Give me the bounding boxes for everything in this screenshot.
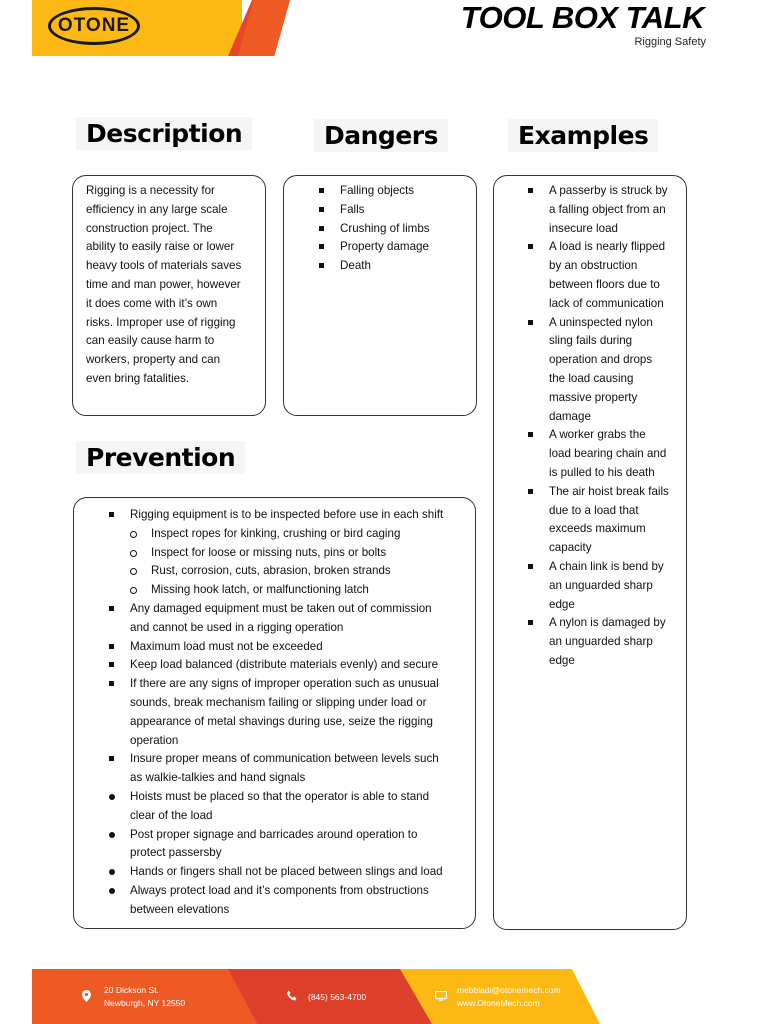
text-line: Rigging is a necessity for — [86, 184, 215, 197]
example-item — [528, 614, 680, 670]
text-line: capacity — [549, 541, 592, 555]
prevention-item — [109, 638, 467, 657]
prevention-item — [109, 675, 467, 750]
text-line: A load is nearly flipped — [549, 240, 666, 254]
examples-heading: Examples — [508, 119, 658, 152]
text-line: sling fails during — [549, 334, 633, 348]
dangers-box — [283, 175, 477, 416]
inspection-subitem: Rust, corrosion, cuts, abrasion, broken strands — [109, 562, 467, 581]
text-line: clear of the load — [130, 808, 213, 822]
document-subtitle: Rigging Safety — [634, 36, 706, 48]
prevention-heading: Prevention — [76, 441, 245, 474]
text-line: workers, property and can — [86, 353, 221, 367]
text-line: the load causing — [549, 371, 634, 385]
examples-list — [494, 176, 686, 671]
text-line: lack of communication — [549, 296, 664, 310]
example-item — [528, 483, 680, 558]
text-line: time and man power, however — [86, 277, 241, 291]
text-line: construction project. The — [86, 221, 213, 235]
address-line-1: 20 Dickson St. — [104, 985, 159, 995]
text-line: Maximum load must not be exceeded — [130, 639, 323, 653]
text-line: an unguarded sharp — [549, 635, 653, 649]
text-line: between floors due to — [549, 277, 660, 291]
text-line: appearance of metal shavings during use, seize the rigging — [130, 714, 433, 728]
text-line: Any damaged equipment must be taken out of commission — [130, 601, 432, 615]
inspection-subitem: Missing hook latch, or malfunctioning latch — [109, 581, 467, 600]
example-item — [528, 426, 680, 482]
danger-item: Falling objects — [319, 182, 468, 201]
text-line: a falling object from an — [549, 202, 666, 216]
text-line: protect passersby — [130, 846, 222, 860]
danger-item: Crushing of limbs — [319, 220, 468, 239]
description-heading: Description — [76, 117, 252, 150]
text-line: operation — [130, 733, 179, 747]
text-line: as walkie-talkies and hand signals — [130, 771, 306, 785]
text-line: Always protect load and it’s components from obstructions — [130, 883, 429, 897]
text-line: massive property — [549, 390, 638, 404]
dangers-list — [284, 176, 476, 276]
text-line: Hands or fingers shall not be placed between slings and load — [130, 865, 443, 879]
text-line: ability to easily raise or lower — [86, 240, 235, 254]
text-line: Rigging equipment is to be inspected before use in each shift — [130, 508, 444, 521]
otone-logo — [48, 7, 140, 45]
text-line: is pulled to his death — [549, 465, 655, 479]
description-box — [72, 175, 266, 416]
examples-box — [493, 175, 687, 930]
footer-address — [104, 984, 185, 1010]
text-line: A uninspected nylon — [549, 315, 653, 329]
prevention-item — [109, 600, 467, 638]
text-line: risks. Improper use of rigging — [86, 315, 236, 329]
text-line: operation and drops — [549, 353, 653, 367]
danger-item: Property damage — [319, 238, 468, 257]
text-line: edge — [549, 653, 575, 667]
footer-email[interactable]: mebbladi@otonemech.com — [457, 985, 561, 995]
dangers-heading: Dangers — [314, 119, 448, 152]
text-line: Insure proper means of communication between levels such — [130, 752, 439, 766]
text-line: A nylon is damaged by — [549, 616, 666, 630]
text-line: A worker grabs the — [549, 428, 646, 442]
text-line: If there are any signs of improper operation such as unusual — [130, 677, 439, 691]
prevention-item — [109, 826, 467, 864]
address-line-2: Newburgh, NY 12550 — [104, 998, 186, 1008]
text-line: an unguarded sharp — [549, 578, 653, 592]
text-line: between elevations — [130, 902, 230, 916]
prevention-item — [109, 506, 467, 600]
footer-phone: (845) 563-4700 — [308, 992, 367, 1002]
text-line: it does come with it’s own — [86, 296, 218, 310]
inspection-subitem: Inspect for loose or missing nuts, pins or bolts — [109, 544, 467, 563]
prevention-item — [109, 863, 467, 882]
inspection-sublist — [109, 525, 467, 600]
footer-website[interactable]: www.OtoneMech.com — [457, 998, 540, 1008]
text-line: A chain link is bend by — [549, 559, 664, 573]
prevention-item — [109, 882, 467, 920]
prevention-box — [73, 497, 476, 929]
description-text — [73, 176, 265, 389]
text-line: exceeds maximum — [549, 522, 646, 536]
prevention-item — [109, 788, 467, 826]
monitor-icon — [435, 991, 447, 1005]
text-line: A passerby is struck by — [549, 184, 668, 197]
text-line: Keep load balanced (distribute materials evenly) and secure — [130, 658, 439, 672]
document-title: TOOL BOX TALK — [460, 0, 704, 35]
danger-item: Falls — [319, 201, 468, 220]
text-line: heavy tools of materials saves — [86, 259, 242, 273]
text-line: edge — [549, 597, 575, 611]
logo-text: OTONE — [57, 15, 131, 36]
text-line: load bearing chain and — [549, 447, 667, 461]
text-line: and cannot be used in a rigging operation — [130, 620, 344, 634]
text-line: The air hoist break fails — [549, 484, 669, 498]
example-item — [528, 182, 680, 238]
text-line: can easily cause harm to — [86, 334, 215, 348]
example-item — [528, 558, 680, 614]
danger-item: Death — [319, 257, 468, 276]
text-line: damage — [549, 409, 591, 423]
location-pin-icon — [82, 990, 91, 1005]
text-line: due to a load that — [549, 503, 639, 517]
text-line: by an obstruction — [549, 259, 638, 273]
phone-icon — [286, 990, 298, 1005]
text-line: insecure load — [549, 221, 618, 235]
text-line: efficiency in any large scale — [86, 202, 228, 216]
example-item — [528, 314, 680, 427]
footer-contact — [457, 984, 561, 1010]
prevention-item — [109, 750, 467, 788]
text-line: even bring fatalities. — [86, 371, 190, 385]
text-line: sounds, break mechanism failing or slipping under load or — [130, 695, 427, 709]
header-orange-stripe — [238, 0, 290, 56]
prevention-item — [109, 656, 467, 675]
text-line: Post proper signage and barricades around operation to — [130, 827, 418, 841]
prevention-list — [74, 498, 475, 920]
example-item — [528, 238, 680, 313]
text-line: Hoists must be placed so that the operator is able to stand — [130, 789, 430, 803]
inspection-subitem: Inspect ropes for kinking, crushing or bird caging — [109, 525, 467, 544]
